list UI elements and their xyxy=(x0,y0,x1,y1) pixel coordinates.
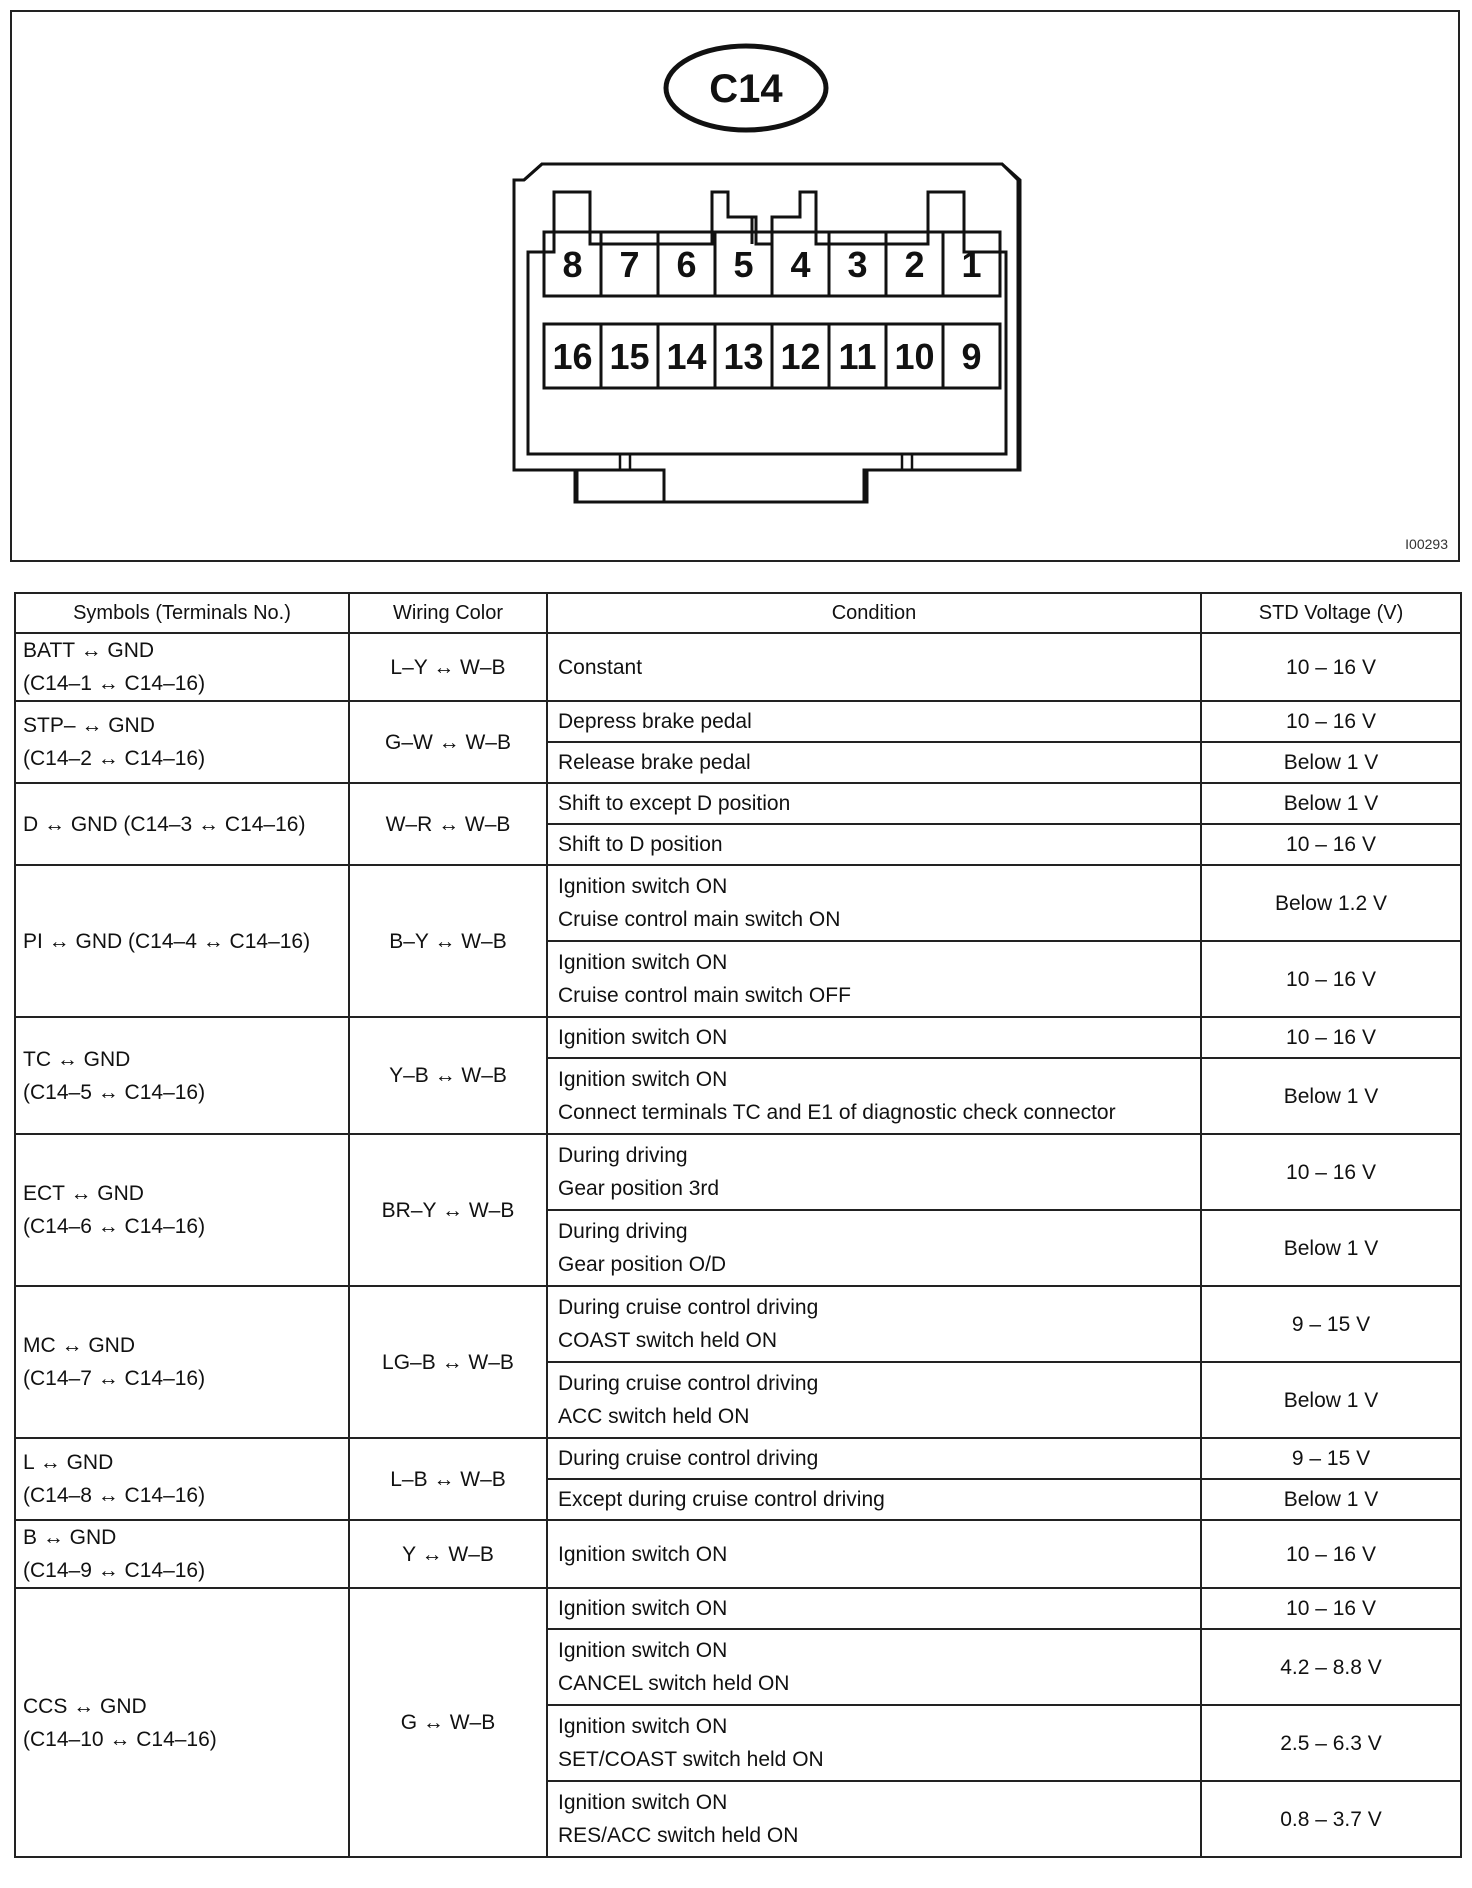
condition-cell xyxy=(547,941,1201,1017)
condition-text: Shift to except D position xyxy=(558,792,791,815)
condition-text: Cruise control main switch ON xyxy=(558,908,841,931)
pin-number: 7 xyxy=(619,244,640,285)
std-voltage-cell: 10 – 16 V xyxy=(1201,701,1461,742)
wiring-color-cell: G ↔ W–B xyxy=(349,1588,547,1857)
table-row xyxy=(15,1286,1461,1362)
terminal-symbol: L ↔ GND xyxy=(23,1451,114,1474)
terminal-symbol-cell xyxy=(15,1017,349,1134)
std-voltage-cell: Below 1.2 V xyxy=(1201,865,1461,941)
terminal-symbol: CCS ↔ GND xyxy=(23,1694,147,1718)
condition-text: Release brake pedal xyxy=(558,751,751,774)
terminal-symbol: (C14–2 ↔ C14–16) xyxy=(23,747,206,770)
condition-cell xyxy=(547,1588,1201,1629)
pin-number: 4 xyxy=(790,244,811,285)
condition-text: Gear position O/D xyxy=(558,1253,727,1276)
condition-text: RES/ACC switch held ON xyxy=(558,1824,799,1847)
condition-text: Except during cruise control driving xyxy=(558,1488,885,1511)
wiring-color-cell: B–Y ↔ W–B xyxy=(349,865,547,1017)
table-row xyxy=(15,1520,1461,1588)
pin-number: 6 xyxy=(676,244,697,285)
std-voltage-cell: 10 – 16 V xyxy=(1201,1134,1461,1210)
table-row xyxy=(15,1017,1461,1058)
condition-cell xyxy=(547,865,1201,941)
terminal-symbol: (C14–9 ↔ C14–16) xyxy=(23,1559,206,1582)
terminal-symbol: (C14–8 ↔ C14–16) xyxy=(23,1484,206,1507)
condition-text: Gear position 3rd xyxy=(558,1177,720,1200)
condition-cell xyxy=(547,1134,1201,1210)
condition-text: During driving xyxy=(558,1220,688,1243)
table-row xyxy=(15,865,1461,941)
condition-cell xyxy=(547,783,1201,824)
std-voltage-cell: 10 – 16 V xyxy=(1201,1520,1461,1588)
wiring-color-cell: G–W ↔ W–B xyxy=(349,701,547,783)
condition-text: During driving xyxy=(558,1144,688,1167)
pin-number: 10 xyxy=(894,336,935,377)
table-row xyxy=(15,633,1461,701)
condition-text: COAST switch held ON xyxy=(558,1329,778,1352)
terminal-symbol-cell xyxy=(15,633,349,701)
condition-text: ACC switch held ON xyxy=(558,1405,750,1428)
condition-text: Ignition switch ON xyxy=(558,1639,728,1662)
std-voltage-cell: Below 1 V xyxy=(1201,1362,1461,1438)
wiring-color-cell: L–B ↔ W–B xyxy=(349,1438,547,1520)
condition-cell xyxy=(547,824,1201,865)
condition-text: Ignition switch ON xyxy=(558,1068,728,1091)
terminal-symbol: D ↔ GND (C14–3 ↔ C14–16) xyxy=(23,812,306,836)
pin-number: 1 xyxy=(961,244,982,285)
header-std-voltage: STD Voltage (V) xyxy=(1201,593,1461,633)
condition-cell xyxy=(547,1479,1201,1520)
pin-row-top xyxy=(544,232,1000,296)
terminal-symbol: B ↔ GND xyxy=(23,1526,117,1549)
terminal-symbol-cell xyxy=(15,1134,349,1286)
condition-cell xyxy=(547,1438,1201,1479)
pin-number: 12 xyxy=(780,336,821,377)
connector-label: C14 xyxy=(709,67,783,111)
condition-cell xyxy=(547,1705,1201,1781)
std-voltage-cell: 9 – 15 V xyxy=(1201,1286,1461,1362)
std-voltage-cell: Below 1 V xyxy=(1201,1479,1461,1520)
header-wiring-color: Wiring Color xyxy=(349,593,547,633)
condition-cell xyxy=(547,1210,1201,1286)
connector-tab-left xyxy=(620,454,630,470)
table-row xyxy=(15,701,1461,742)
condition-cell xyxy=(547,633,1201,701)
condition-cell xyxy=(547,1286,1201,1362)
pin-number: 3 xyxy=(847,244,868,285)
pin-number: 11 xyxy=(838,336,877,377)
terminal-symbol: PI ↔ GND (C14–4 ↔ C14–16) xyxy=(23,929,311,953)
std-voltage-cell: 4.2 – 8.8 V xyxy=(1201,1629,1461,1705)
table-body xyxy=(15,633,1461,1857)
pin-number: 14 xyxy=(666,336,707,377)
wiring-color-cell: Y–B ↔ W–B xyxy=(349,1017,547,1134)
condition-text: Connect terminals TC and E1 of diagnostic check connector xyxy=(558,1101,1116,1124)
std-voltage-cell: 10 – 16 V xyxy=(1201,633,1461,701)
std-voltage-cell: Below 1 V xyxy=(1201,783,1461,824)
std-voltage-cell: Below 1 V xyxy=(1201,742,1461,783)
pin-number: 8 xyxy=(562,244,583,285)
pin-number: 16 xyxy=(552,336,593,377)
condition-text: Ignition switch ON xyxy=(558,1542,728,1566)
pin-number: 5 xyxy=(733,244,754,285)
table-row xyxy=(15,783,1461,824)
condition-text: SET/COAST switch held ON xyxy=(558,1748,824,1771)
terminal-symbol: (C14–10 ↔ C14–16) xyxy=(23,1727,217,1751)
condition-text: During cruise control driving xyxy=(558,1296,819,1319)
wiring-color-cell: BR–Y ↔ W–B xyxy=(349,1134,547,1286)
std-voltage-cell: 10 – 16 V xyxy=(1201,1017,1461,1058)
wiring-color-cell: W–R ↔ W–B xyxy=(349,783,547,865)
table-row xyxy=(15,1438,1461,1479)
condition-cell xyxy=(547,1017,1201,1058)
terminal-symbol-cell xyxy=(15,701,349,783)
pin-number: 2 xyxy=(904,244,925,285)
terminal-symbol-cell xyxy=(15,1588,349,1857)
figure-code: I00293 xyxy=(1405,536,1448,552)
terminal-voltage-table xyxy=(14,592,1462,1858)
std-voltage-cell: Below 1 V xyxy=(1201,1210,1461,1286)
table-row xyxy=(15,1588,1461,1629)
connector-diagram xyxy=(12,12,1458,560)
condition-text: Ignition switch ON xyxy=(558,1597,728,1620)
terminal-symbol: STP– ↔ GND xyxy=(23,714,155,737)
std-voltage-cell: 10 – 16 V xyxy=(1201,1588,1461,1629)
condition-text: During cruise control driving xyxy=(558,1372,819,1395)
terminal-symbol: BATT ↔ GND xyxy=(23,639,155,662)
connector-diagram-panel xyxy=(10,10,1460,562)
std-voltage-cell: 0.8 – 3.7 V xyxy=(1201,1781,1461,1857)
pin-row-bottom xyxy=(544,324,1000,388)
wiring-color-cell: L–Y ↔ W–B xyxy=(349,633,547,701)
condition-text: Ignition switch ON xyxy=(558,1791,728,1814)
table-row xyxy=(15,1134,1461,1210)
condition-text: During cruise control driving xyxy=(558,1447,819,1470)
condition-cell xyxy=(547,1058,1201,1134)
condition-text: Ignition switch ON xyxy=(558,951,728,974)
std-voltage-cell: Below 1 V xyxy=(1201,1058,1461,1134)
wiring-color-cell: Y ↔ W–B xyxy=(349,1520,547,1588)
header-condition: Condition xyxy=(547,593,1201,633)
condition-text: CANCEL switch held ON xyxy=(558,1672,790,1695)
connector-housing-top xyxy=(524,164,1018,180)
terminal-symbol: (C14–7 ↔ C14–16) xyxy=(23,1367,206,1390)
wiring-color-cell: LG–B ↔ W–B xyxy=(349,1286,547,1438)
condition-text: Shift to D position xyxy=(558,833,723,856)
condition-cell xyxy=(547,1520,1201,1588)
condition-cell xyxy=(547,742,1201,783)
terminal-symbol: MC ↔ GND xyxy=(23,1334,135,1357)
std-voltage-cell: 9 – 15 V xyxy=(1201,1438,1461,1479)
connector-tab-right xyxy=(902,454,912,470)
terminal-symbol-cell xyxy=(15,865,349,1017)
condition-cell xyxy=(547,1629,1201,1705)
terminal-symbol-cell xyxy=(15,1438,349,1520)
condition-cell xyxy=(547,1781,1201,1857)
pin-number: 15 xyxy=(609,336,650,377)
pin-number: 9 xyxy=(961,336,982,377)
condition-cell xyxy=(547,701,1201,742)
terminal-symbol-cell xyxy=(15,783,349,865)
terminal-symbol: (C14–5 ↔ C14–16) xyxy=(23,1080,206,1104)
std-voltage-cell: 10 – 16 V xyxy=(1201,941,1461,1017)
condition-text: Cruise control main switch OFF xyxy=(558,984,851,1007)
condition-text: Ignition switch ON xyxy=(558,875,728,898)
condition-text: Ignition switch ON xyxy=(558,1715,728,1738)
std-voltage-cell: 2.5 – 6.3 V xyxy=(1201,1705,1461,1781)
header-symbols: Symbols (Terminals No.) xyxy=(15,593,349,633)
pin-number: 13 xyxy=(723,336,764,377)
condition-text: Depress brake pedal xyxy=(558,710,752,733)
terminal-symbol-cell xyxy=(15,1520,349,1588)
terminal-symbol: (C14–1 ↔ C14–16) xyxy=(23,672,206,695)
condition-text: Ignition switch ON xyxy=(558,1026,728,1049)
terminal-symbol: TC ↔ GND xyxy=(23,1047,131,1071)
condition-cell xyxy=(547,1362,1201,1438)
condition-text: Constant xyxy=(558,655,643,679)
terminal-symbol-cell xyxy=(15,1286,349,1438)
table-header-row xyxy=(15,593,1461,633)
std-voltage-cell: 10 – 16 V xyxy=(1201,824,1461,865)
terminal-symbol: ECT ↔ GND xyxy=(23,1182,144,1205)
terminal-symbol: (C14–6 ↔ C14–16) xyxy=(23,1215,206,1238)
